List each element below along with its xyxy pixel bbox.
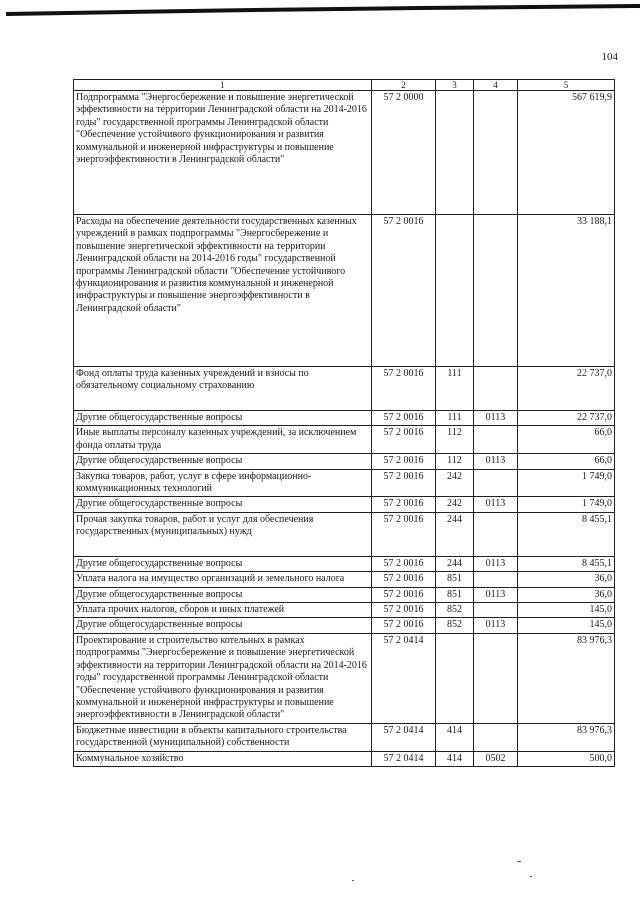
row-expense-type: 414 — [436, 751, 474, 766]
scan-speck — [530, 876, 532, 877]
row-target-code: 57 2 0016 — [372, 469, 436, 497]
row-expense-type — [436, 91, 474, 215]
row-target-code: 57 2 0016 — [372, 215, 436, 367]
row-section-code — [474, 215, 518, 367]
row-section-code: 0113 — [474, 454, 518, 469]
row-expense-type: 242 — [436, 469, 474, 497]
row-amount: 500,0 — [518, 751, 615, 766]
scan-speck — [517, 861, 521, 862]
row-expense-type: 244 — [436, 512, 474, 556]
table-row — [74, 367, 615, 411]
row-target-code: 57 2 0414 — [372, 723, 436, 751]
row-section-code: 0113 — [474, 556, 518, 571]
row-expense-type: 851 — [436, 572, 474, 587]
row-expense-type: 244 — [436, 556, 474, 571]
row-target-code: 57 2 0016 — [372, 618, 436, 633]
row-amount: 66,0 — [518, 454, 615, 469]
table-row — [74, 426, 615, 454]
row-name: Другие общегосударственные вопросы — [74, 587, 372, 602]
row-section-code — [474, 603, 518, 618]
row-section-code — [474, 426, 518, 454]
row-expense-type — [436, 633, 474, 723]
row-section-code — [474, 367, 518, 411]
row-name: Проектирование и строительство котельных в рамках подпрограммы "Энергосбережение и повышение энергетической эффективности на территории Ленинградской области на 2014-2016 годы" государственной программы Ленинградской области "Обеспечение устойчивого функционирования и развития коммунальной и инженерной инфраструктуры и повышение энергоэффективности в Ленинградской области" — [74, 633, 372, 723]
table-row — [74, 587, 615, 602]
row-name: Уплата налога на имущество организаций и земельного налога — [74, 572, 372, 587]
row-amount: 145,0 — [518, 618, 615, 633]
table-row — [74, 603, 615, 618]
row-name: Бюджетные инвестиции в объекты капитального строительства государственной (муниципальной) собственности — [74, 723, 372, 751]
row-target-code: 57 2 0016 — [372, 454, 436, 469]
table-row — [74, 751, 615, 766]
row-amount: 22 737,0 — [518, 367, 615, 411]
row-name: Иные выплаты персоналу казенных учреждений, за исключением фонда оплаты труда — [74, 426, 372, 454]
row-expense-type: 111 — [436, 411, 474, 426]
scan-speck — [352, 880, 354, 881]
row-amount: 1 749,0 — [518, 497, 615, 512]
header-col-3: 3 — [436, 80, 474, 91]
row-name: Другие общегосударственные вопросы — [74, 411, 372, 426]
row-name: Другие общегосударственные вопросы — [74, 497, 372, 512]
header-col-2: 2 — [372, 80, 436, 91]
row-expense-type: 851 — [436, 587, 474, 602]
row-name: Расходы на обеспечение деятельности государственных казенных учреждений в рамках подпрограммы "Энергосбережение и повышение энергетической эффективности на территории Ленинградской области на 2014-2016 годы" государственной программы Ленинградской области "Обеспечение устойчивого функционирования и развития коммунальной и инженерной инфраструктуры и повышение энергоэффективности в Ленинградской области" — [74, 215, 372, 367]
row-amount: 8 455,1 — [518, 556, 615, 571]
row-expense-type: 112 — [436, 426, 474, 454]
scan-top-edge — [0, 0, 640, 20]
header-row — [74, 80, 615, 91]
row-name: Подпрограмма "Энергосбережение и повышение энергетической эффективности на территории Ленинградской области на 2014-2016 годы" государственной программы Ленинградской области "Обеспечение устойчивого функционирования и развития коммунальной и инженерной инфраструктуры и повышение энергоэффективности в Ленинградской области" — [74, 91, 372, 215]
row-name: Уплата прочих налогов, сборов и иных платежей — [74, 603, 372, 618]
table-row — [74, 556, 615, 571]
row-amount: 8 455,1 — [518, 512, 615, 556]
row-name: Коммунальное хозяйство — [74, 751, 372, 766]
row-amount: 1 749,0 — [518, 469, 615, 497]
header-col-4: 4 — [474, 80, 518, 91]
row-target-code: 57 2 0016 — [372, 603, 436, 618]
row-section-code: 0502 — [474, 751, 518, 766]
row-target-code: 57 2 0016 — [372, 367, 436, 411]
table-row — [74, 469, 615, 497]
row-expense-type: 112 — [436, 454, 474, 469]
table-row — [74, 497, 615, 512]
row-amount: 33 188,1 — [518, 215, 615, 367]
row-target-code: 57 2 0016 — [372, 572, 436, 587]
row-section-code — [474, 633, 518, 723]
table-row — [74, 633, 615, 723]
row-name: Фонд оплаты труда казенных учреждений и взносы по обязательному социальному страхованию — [74, 367, 372, 411]
row-expense-type: 111 — [436, 367, 474, 411]
row-target-code: 57 2 0414 — [372, 633, 436, 723]
row-target-code: 57 2 0016 — [372, 497, 436, 512]
row-target-code: 57 2 0016 — [372, 556, 436, 571]
budget-table — [73, 79, 615, 767]
row-section-code: 0113 — [474, 587, 518, 602]
table-row — [74, 215, 615, 367]
row-section-code — [474, 723, 518, 751]
table-row — [74, 411, 615, 426]
row-section-code: 0113 — [474, 618, 518, 633]
row-name: Закупка товаров, работ, услуг в сфере информационно-коммуникационных технологий — [74, 469, 372, 497]
table-row — [74, 723, 615, 751]
page-number: 104 — [601, 51, 618, 63]
row-expense-type: 414 — [436, 723, 474, 751]
table-row — [74, 512, 615, 556]
row-name: Другие общегосударственные вопросы — [74, 454, 372, 469]
table-row — [74, 454, 615, 469]
row-target-code: 57 2 0016 — [372, 587, 436, 602]
row-expense-type: 242 — [436, 497, 474, 512]
row-amount: 36,0 — [518, 587, 615, 602]
row-name: Другие общегосударственные вопросы — [74, 556, 372, 571]
row-name: Прочая закупка товаров, работ и услуг для обеспечения государственных (муниципальных) нужд — [74, 512, 372, 556]
row-target-code: 57 2 0016 — [372, 411, 436, 426]
table-row — [74, 618, 615, 633]
header-col-5: 5 — [518, 80, 615, 91]
row-section-code — [474, 512, 518, 556]
row-section-code: 0113 — [474, 497, 518, 512]
row-target-code: 57 2 0000 — [372, 91, 436, 215]
row-target-code: 57 2 0016 — [372, 512, 436, 556]
table-row — [74, 91, 615, 215]
row-amount: 66,0 — [518, 426, 615, 454]
row-amount: 567 619,9 — [518, 91, 615, 215]
row-section-code: 0113 — [474, 411, 518, 426]
row-section-code — [474, 469, 518, 497]
row-target-code: 57 2 0414 — [372, 751, 436, 766]
row-amount: 83 976,3 — [518, 723, 615, 751]
row-section-code — [474, 91, 518, 215]
row-expense-type: 852 — [436, 618, 474, 633]
header-col-1: 1 — [74, 80, 372, 91]
row-name: Другие общегосударственные вопросы — [74, 618, 372, 633]
table-row — [74, 572, 615, 587]
row-expense-type: 852 — [436, 603, 474, 618]
row-expense-type — [436, 215, 474, 367]
row-section-code — [474, 572, 518, 587]
row-target-code: 57 2 0016 — [372, 426, 436, 454]
row-amount: 83 976,3 — [518, 633, 615, 723]
row-amount: 22 737,0 — [518, 411, 615, 426]
row-amount: 145,0 — [518, 603, 615, 618]
row-amount: 36,0 — [518, 572, 615, 587]
